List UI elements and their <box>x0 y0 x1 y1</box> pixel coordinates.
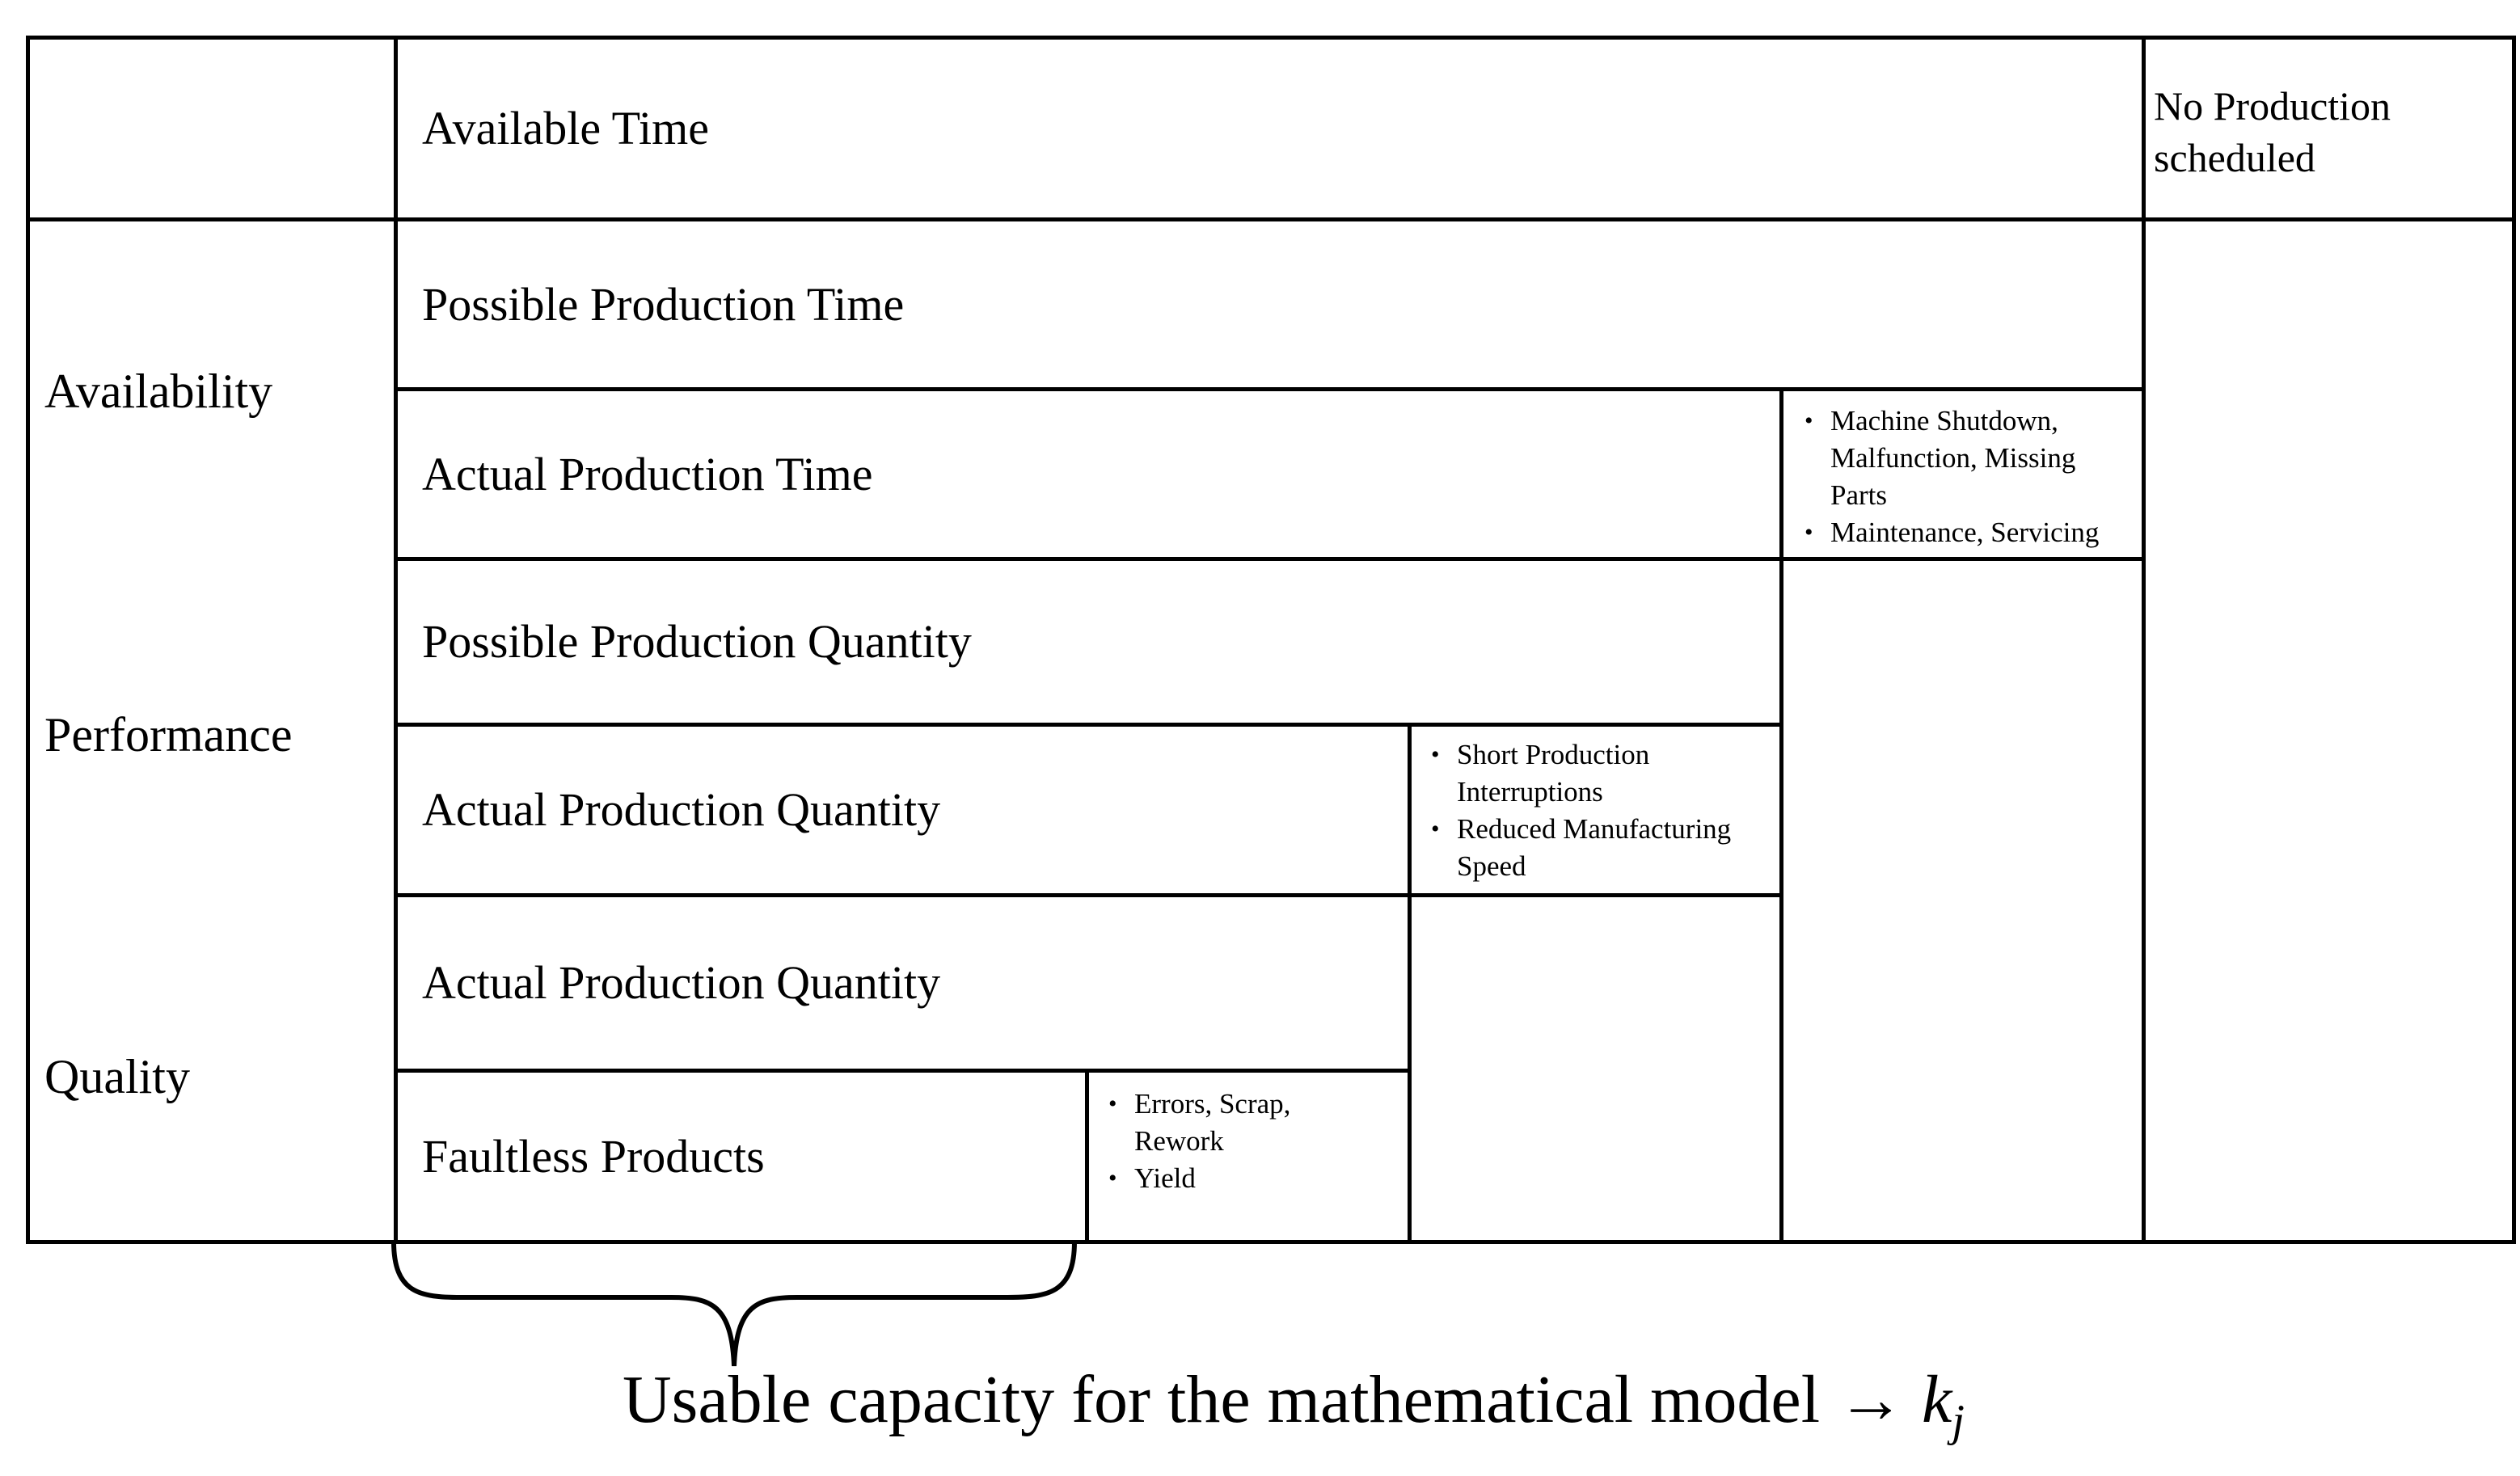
availability-loss-line: Maintenance, Servicing <box>1830 517 2100 548</box>
caption <box>623 1362 1965 1446</box>
category-quality: Quality <box>44 1050 190 1103</box>
quality-loss-line: Yield <box>1134 1162 1196 1194</box>
actual-production-quantity-label-2: Actual Production Quantity <box>422 956 941 1009</box>
performance-loss-line: Reduced Manufacturing <box>1457 813 1732 845</box>
no-production-line-1: No Production <box>2154 83 2391 129</box>
performance-loss-line: Short Production <box>1457 739 1650 770</box>
category-performance: Performance <box>44 708 293 761</box>
availability-loss-line: Machine Shutdown, <box>1830 405 2058 436</box>
caption-text: Usable capacity for the mathematical model → <box>623 1362 1923 1437</box>
available-time-label: Available Time <box>422 102 709 154</box>
performance-loss-line: Speed <box>1457 850 1526 882</box>
actual-production-time-label: Actual Production Time <box>422 447 873 500</box>
possible-production-time-label: Possible Production Time <box>422 277 905 331</box>
no-production-line-2: scheduled <box>2154 135 2315 180</box>
performance-loss-line: Interruptions <box>1457 776 1603 808</box>
faultless-products-label: Faultless Products <box>422 1129 765 1183</box>
caption-subscript: j <box>1952 1395 1965 1446</box>
availability-loss-line: Parts <box>1830 479 1887 511</box>
category-availability: Availability <box>44 365 273 418</box>
caption-variable: k <box>1922 1362 1952 1437</box>
actual-production-quantity-label: Actual Production Quantity <box>422 783 941 836</box>
quality-loss-line: Errors, Scrap, <box>1134 1088 1291 1120</box>
brace-path <box>394 1242 1074 1366</box>
possible-production-quantity-label: Possible Production Quantity <box>422 615 972 668</box>
availability-loss-line: Malfunction, Missing <box>1830 442 2076 474</box>
quality-loss-line: Rework <box>1134 1125 1224 1157</box>
